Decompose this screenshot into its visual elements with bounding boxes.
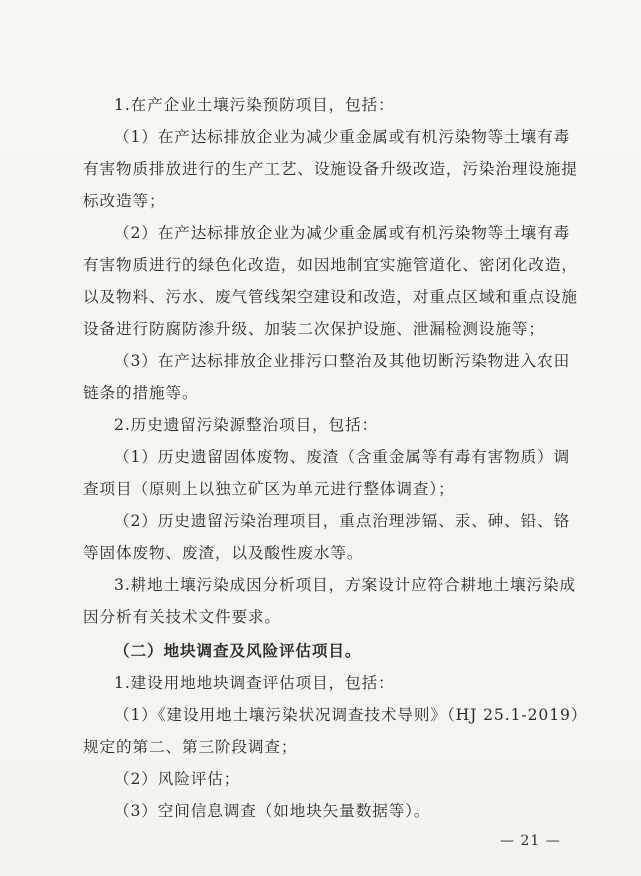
paragraph-line: （1）在产达标排放企业为减少重金属或有机污染物等土壤有毒 — [114, 128, 571, 146]
paragraph-line: 查项目（原则上以独立矿区为单元进行整体调查）； — [83, 480, 455, 498]
paragraph-line: 3.耕地土壤污染成因分析项目，方案设计应符合耕地土壤污染成 — [114, 576, 577, 594]
paragraph-line: 因分析有关技术文件要求。 — [83, 608, 281, 626]
paragraph-line: 以及物料、污水、废气管线架空建设和改造，对重点区域和重点设施 — [83, 288, 578, 306]
paragraph-line: （1）《建设用地土壤污染状况调查技术导则》（HJ 25.1-2019） — [114, 706, 588, 724]
paragraph-line: 链条的措施等。 — [83, 384, 199, 402]
paragraph-line: 等固体废物、废渣，以及酸性废水等。 — [83, 544, 364, 562]
paragraph-line: （1）历史遗留固体废物、废渣（含重金属等有毒有害物质）调 — [114, 448, 571, 466]
paragraph-line: （2）风险评估； — [114, 770, 241, 788]
page-number: — 21 — — [500, 833, 561, 849]
paragraph-line: 2.历史遗留污染源整治项目，包括： — [114, 416, 379, 434]
paragraph-line: 有害物质排放进行的生产工艺、设施设备升级改造，污染治理设施提 — [83, 160, 578, 178]
paragraph-line: 1.在产企业土壤污染预防项目，包括： — [114, 96, 395, 114]
section-heading: （二）地块调查及风险评估项目。 — [114, 641, 362, 660]
paragraph-line: （3）在产达标排放企业排污口整治及其他切断污染物进入农田 — [114, 352, 571, 370]
paragraph-line: （3）空间信息调查（如地块矢量数据等）。 — [114, 802, 431, 820]
paragraph-line: 1.建设用地地块调查评估项目，包括： — [114, 674, 395, 692]
paragraph-line: 有害物质进行的绿色化改造，如因地制宜实施管道化、密闭化改造， — [83, 256, 578, 274]
paragraph-line: 规定的第二、第三阶段调查； — [83, 738, 298, 756]
paragraph-line: （2）历史遗留污染治理项目，重点治理涉镉、汞、砷、铅、铬 — [114, 512, 571, 530]
paragraph-line: （2）在产达标排放企业为减少重金属或有机污染物等土壤有毒 — [114, 224, 571, 242]
paragraph-line: 标改造等； — [83, 192, 166, 210]
paragraph-line: 设备进行防腐防渗升级、加装二次保护设施、泄漏检测设施等； — [83, 320, 545, 338]
